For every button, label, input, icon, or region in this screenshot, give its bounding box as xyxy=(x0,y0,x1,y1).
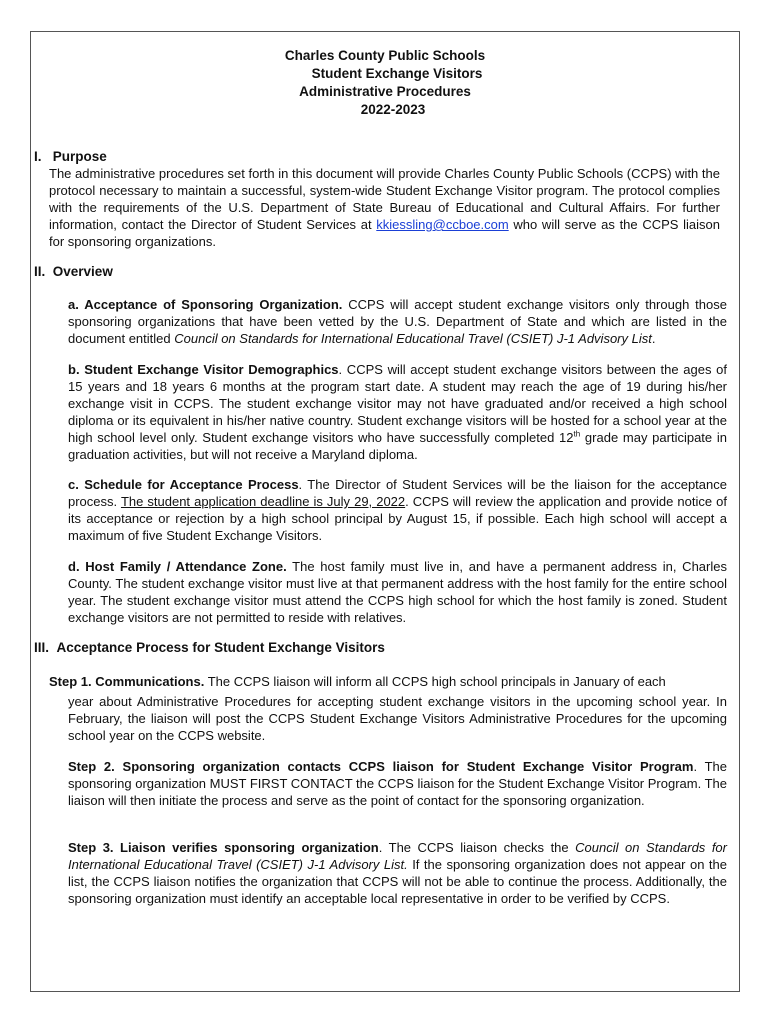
section-3-title: Acceptance Process for Student Exchange Visitors xyxy=(56,640,385,655)
step-1-first-line: Step 1. Communications. The CCPS liaison will inform all CCPS high school principals in January of each xyxy=(49,674,666,689)
overview-item-a: a. Acceptance of Sponsoring Organization. CCPS will accept student exchange visitors only through those sponsoring organizations that have been vetted by the U.S. Department of State and which are listed in the document entitled Council on Standards for International Educational Travel (CSIET) J-1 Advisory List. xyxy=(68,297,727,346)
step-1-paragraph: year about Administrative Procedures for accepting student exchange visitors in the upcoming school year. In February, the liaison will post the CCPS Student Exchange Visitors Administrative Procedures for the upcoming school year on the CCPS website. xyxy=(68,694,727,743)
step-3-paragraph: Step 3. Liaison verifies sponsoring organization. The CCPS liaison checks the Council on Standards for International Educational Travel (CSIET) J-1 Advisory List. If the sponsoring organization does not appear on the list, the CCPS liaison notifies the organization that CCPS will not be able to continue the process. Additionally, the sponsoring organization must identify an acceptable local representative in order to be verified by CCPS. xyxy=(68,840,727,906)
section-1-paragraph: The administrative procedures set forth in this document will provide Charles County Public Schools (CCPS) with the protocol necessary to maintain a successful, system-wide Student Exchange Visitor program. The protocol complies with the requirements of the U.S. Department of State Bureau of Educational and Cultural Affairs. For further information, contact the Director of Student Services at kkiessling@ccboe.com who will serve as the CCPS liaison for sponsoring organizations. xyxy=(49,166,720,249)
section-2-heading xyxy=(34,264,113,279)
section-1-number: I. xyxy=(34,149,42,164)
section-2-number: II. xyxy=(34,264,46,279)
section-1-title: Purpose xyxy=(52,149,107,164)
section-2-title: Overview xyxy=(52,264,113,279)
step-2-paragraph: Step 2. Sponsoring organization contacts CCPS liaison for Student Exchange Visitor Program. The sponsoring organization MUST FIRST CONTACT the CCPS liaison for the Student Exchange Visitor Program. The liaison will then initiate the process and serve as the point of contact for the sponsoring organization. xyxy=(68,759,728,808)
section-3-heading xyxy=(34,640,385,655)
header-line-2: Student Exchange Visitors xyxy=(311,66,483,81)
overview-item-b: b. Student Exchange Visitor Demographics. CCPS will accept student exchange visitors between the ages of 15 years and 18 years 6 months at the program start date. A student may reach the age of 19 during his/her exchange visit in CCPS. The student exchange visitor may not have graduated and/or received a high school diploma or its equivalent in his/her native country. Student exchange visitors will be hosted for a school year at the high school level only. Student exchange visitors who have successfully completed 12th grade may participate in graduation activities, but will not receive a Maryland diploma. xyxy=(68,362,727,462)
header-line-1: Charles County Public Schools xyxy=(284,48,486,63)
document-header xyxy=(0,47,770,119)
header-line-4: 2022-2023 xyxy=(360,102,426,117)
header-line-3: Administrative Procedures xyxy=(299,84,471,99)
section-1-heading xyxy=(34,149,107,164)
overview-item-d: d. Host Family / Attendance Zone. The host family must live in, and have a permanent address in, Charles County. The student exchange visitor must live at that permanent address with the host family for the entire school year. The student exchange visitor must attend the CCPS high school for which the host family is zoned. Student exchange visitors are not permitted to reside with relatives. xyxy=(68,559,727,625)
section-3-number: III. xyxy=(34,640,50,655)
overview-item-c: c. Schedule for Acceptance Process. The Director of Student Services will be the liaison for the acceptance process. The student application deadline is July 29, 2022. CCPS will review the application and provide notice of its acceptance or rejection by a high school principal by August 15, if possible. Each high school will accept a maximum of five Student Exchange Visitors. xyxy=(68,477,727,543)
email-link[interactable]: kkiessling@ccboe.com xyxy=(376,217,509,232)
